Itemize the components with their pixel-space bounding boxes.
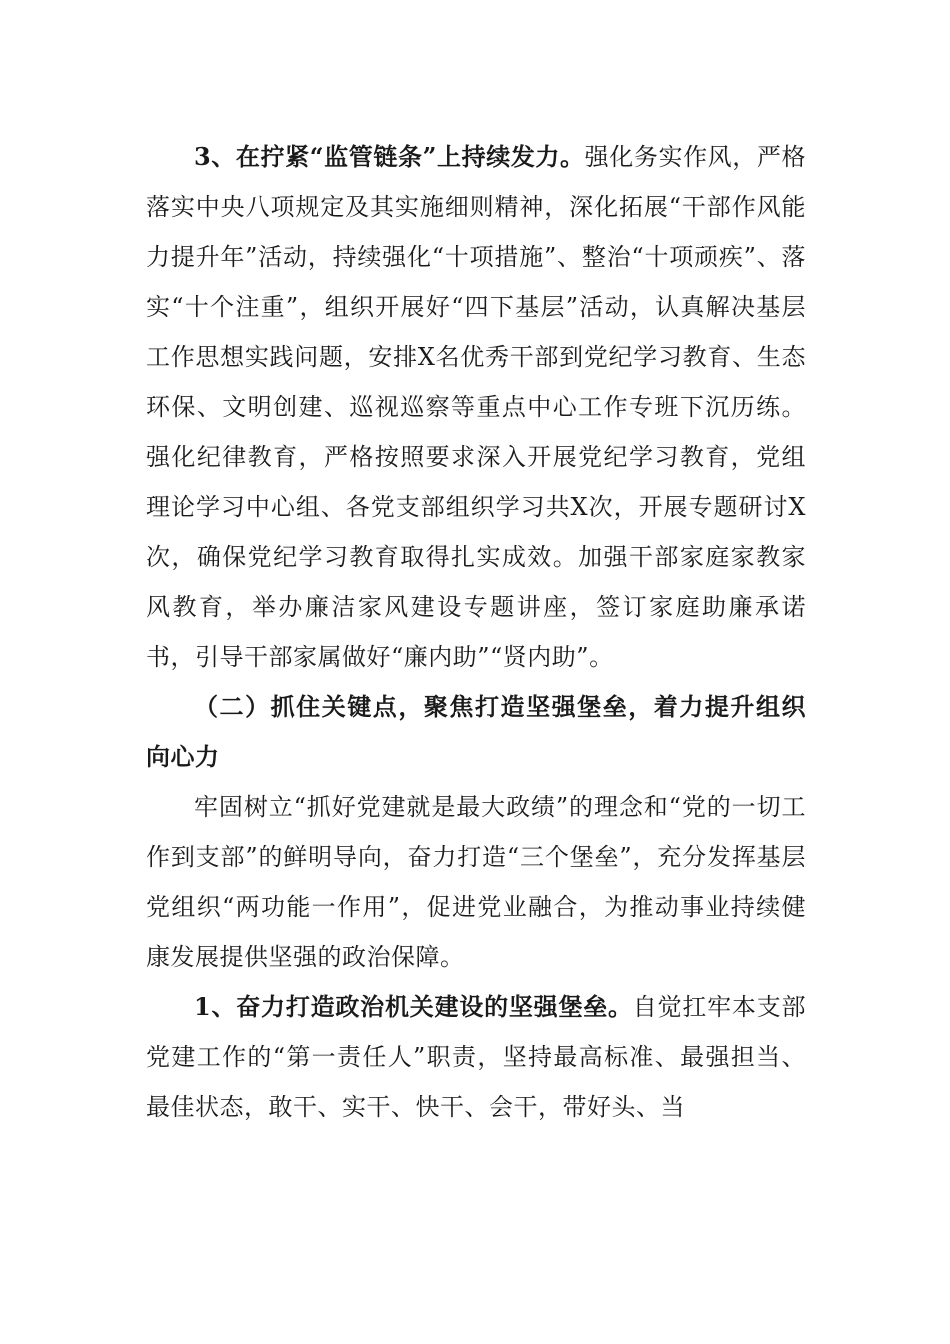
- document-page: [146, 132, 806, 1132]
- section-heading-two: [146, 682, 806, 782]
- paragraph-supervision-chain: [146, 132, 806, 682]
- paragraph-body: 强化务实作风，严格落实中央八项规定及其实施细则精神，深化拓展“干部作风能力提升年”活动，持续强化“十项措施”、整治“十项顽疾”、落实“十个注重”，组织开展好“四下基层”活动，认真解决基层工作思想实践问题，安排X名优秀干部到党纪学习教育、生态环保、文明创建、巡视巡察等重点中心工作专班下沉历练。强化纪律教育，严格按照要求深入开展党纪学习教育，党组理论学习中心组、各党支部组织学习共X次，开展专题研讨X次，确保党纪学习教育取得扎实成效。加强干部家庭家教家风教育，举办廉洁家风建设专题讲座，签订家庭助廉承诺书，引导干部家属做好“廉内助”“贤内助”。: [146, 143, 806, 671]
- paragraph-political-organ: [146, 982, 806, 1132]
- paragraph-body: 牢固树立“抓好党建就是最大政绩”的理念和“党的一切工作到支部”的鲜明导向，奋力打造“三个堡垒”，充分发挥基层党组织“两功能一作用”，促进党业融合，为推动事业持续健康发展提供坚强的政治保障。: [146, 793, 806, 971]
- paragraph-heading: 1、奋力打造政治机关建设的坚强堡垒。: [194, 992, 633, 1021]
- paragraph-heading: 3、在拧紧“监管链条”上持续发力。: [194, 142, 585, 171]
- paragraph-body: 自觉扛牢本支部党建工作的“第一责任人”职责，坚持最高标准、最强担当、最佳状态，敢干、实干、快干、会干，带好头、当: [146, 993, 806, 1121]
- paragraph-party-building: [146, 782, 806, 982]
- section-heading-text: （二）抓住关键点，聚焦打造坚强堡垒，着力提升组织向心力: [146, 692, 806, 771]
